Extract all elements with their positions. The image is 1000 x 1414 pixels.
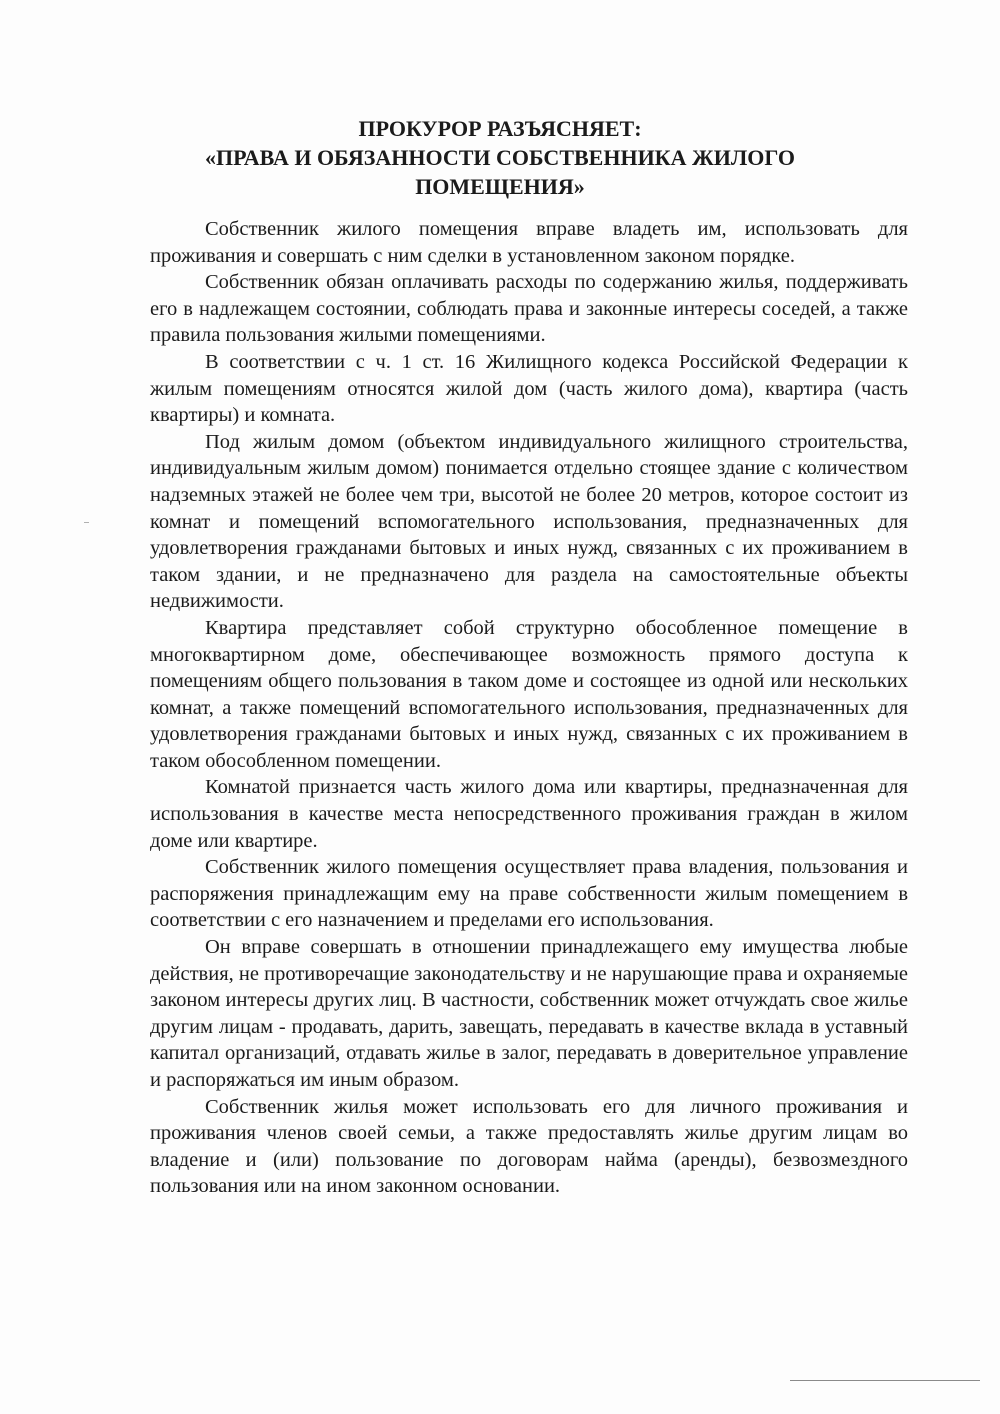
paragraph-9: Собственник жилья может использовать его для личного проживания и проживания членов своей семьи, а также предоставлять жилье другим лицам во владение и (или) пользование по договорам найма (аренды), безвозмездного пользования или на ином законном основании. <box>150 1095 908 1198</box>
scan-speck <box>84 522 89 523</box>
paragraph-5: Квартира представляет собой структурно обособленное помещение в многоквартирном доме, обеспечивающее возможность прямого доступа к помещениям общего пользования в таком доме и состоящее из одной или нескольких комнат, а также помещений вспомогательного использования, предназначенных для удовлетворения гражданами бытовых и иных нужд, связанных с их проживанием в таком обособленном помещении. <box>150 616 908 772</box>
paragraph-3: В соответствии с ч. 1 ст. 16 Жилищного кодекса Российской Федерации к жилым помещениям относятся жилой дом (часть жилого дома), квартира (часть квартиры) и комната. <box>150 350 908 427</box>
paragraph-4: Под жилым домом (объектом индивидуального жилищного строительства, индивидуальным жилым домом) понимается отдельно стоящее здание с количеством надземных этажей не более чем три, высотой не более 20 метров, которое состоит из комнат и помещений вспомогательного использования, предназначенных для удовлетворения гражданами бытовых и иных нужд, связанных с их проживанием в таком здании, и не предназначено для раздела на самостоятельные объекты недвижимости. <box>150 430 908 613</box>
paragraph-7: Собственник жилого помещения осуществляет права владения, пользования и распоряжения принадлежащим ему на праве собственности жилым помещением в соответствии с его назначением и пределами его использования. <box>150 856 908 932</box>
footer-rule <box>790 1380 980 1381</box>
paragraph-2: Собственник обязан оплачивать расходы по содержанию жилья, поддерживать его в надлежащем состоянии, соблюдать права и законные интересы соседей, а также правила пользования жилыми помещениями. <box>150 271 908 347</box>
paragraph-6: Комнатой признается часть жилого дома или квартиры, предназначенная для использования в качестве места непосредственного проживания граждан в жилом доме или квартире. <box>150 776 908 852</box>
document-title <box>150 114 850 201</box>
paragraph-8: Он вправе совершать в отношении принадлежащего ему имущества любые действия, не противоречащие законодательству и не нарушающие права и охраняемые законом интересы других лиц. В частности, собственник может отчуждать свое жилье другим лицам - продавать, дарить, завещать, передавать в качестве вклада в уставный капитал организаций, отдавать жилье в залог, передавать в доверительное управление и распоряжаться им иным образом. <box>150 936 908 1091</box>
title-line-1: ПРОКУРОР РАЗЪЯСНЯЕТ: <box>358 116 642 141</box>
title-line-2: «ПРАВА И ОБЯЗАННОСТИ СОБСТВЕННИКА ЖИЛОГО <box>205 145 795 170</box>
paragraph-1: Собственник жилого помещения вправе владеть им, использовать для проживания и совершать с ним сделки в установленном законом порядке. <box>150 218 908 267</box>
document-body <box>150 216 908 1200</box>
title-line-3: ПОМЕЩЕНИЯ» <box>415 174 585 199</box>
